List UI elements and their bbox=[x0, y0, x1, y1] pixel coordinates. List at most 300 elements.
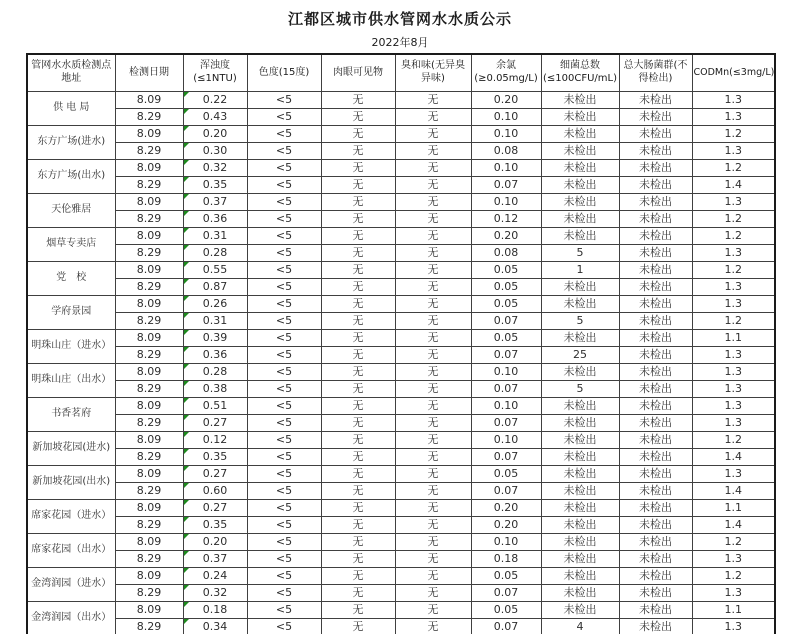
value-cell: 1.3 bbox=[692, 414, 775, 431]
value-cell: 5 bbox=[541, 380, 619, 397]
value-cell: 未检出 bbox=[619, 125, 692, 142]
value-cell: <5 bbox=[247, 142, 321, 159]
value-cell: <5 bbox=[247, 329, 321, 346]
value-cell: 无 bbox=[395, 125, 471, 142]
turbidity-cell-with-flag: 0.18 bbox=[183, 601, 247, 618]
value-cell: 0.07 bbox=[471, 448, 541, 465]
value-cell: 0.10 bbox=[471, 533, 541, 550]
value-cell: 未检出 bbox=[619, 159, 692, 176]
location-cell: 明珠山庄（进水） bbox=[27, 329, 115, 363]
value-cell: 无 bbox=[321, 618, 395, 634]
value-cell: <5 bbox=[247, 312, 321, 329]
turbidity-cell-with-flag: 0.20 bbox=[183, 125, 247, 142]
value-cell: 无 bbox=[395, 482, 471, 499]
value-cell: 无 bbox=[321, 482, 395, 499]
value-cell: 0.07 bbox=[471, 312, 541, 329]
table-row bbox=[27, 516, 775, 533]
value-cell: 无 bbox=[395, 176, 471, 193]
date-cell: 8.09 bbox=[115, 125, 183, 142]
date-cell: 8.09 bbox=[115, 261, 183, 278]
date-cell: 8.09 bbox=[115, 397, 183, 414]
column-header: 浑浊度(≤1NTU) bbox=[183, 54, 247, 91]
value-cell: <5 bbox=[247, 227, 321, 244]
column-header: 臭和味(无异臭异味) bbox=[395, 54, 471, 91]
value-cell: 0.07 bbox=[471, 346, 541, 363]
table-row bbox=[27, 295, 775, 312]
value-cell: 无 bbox=[321, 142, 395, 159]
turbidity-cell-with-flag: 0.12 bbox=[183, 431, 247, 448]
value-cell: <5 bbox=[247, 193, 321, 210]
date-cell: 8.09 bbox=[115, 159, 183, 176]
location-cell: 党 校 bbox=[27, 261, 115, 295]
table-row bbox=[27, 584, 775, 601]
value-cell: 无 bbox=[321, 499, 395, 516]
value-cell: 0.10 bbox=[471, 397, 541, 414]
value-cell: <5 bbox=[247, 584, 321, 601]
value-cell: 1.2 bbox=[692, 261, 775, 278]
location-cell: 席家花园（进水） bbox=[27, 499, 115, 533]
column-header: 检测日期 bbox=[115, 54, 183, 91]
value-cell: 1.1 bbox=[692, 329, 775, 346]
date-cell: 8.29 bbox=[115, 244, 183, 261]
value-cell: 未检出 bbox=[619, 193, 692, 210]
value-cell: 未检出 bbox=[541, 227, 619, 244]
value-cell: 1.2 bbox=[692, 159, 775, 176]
table-row bbox=[27, 312, 775, 329]
date-cell: 8.09 bbox=[115, 329, 183, 346]
value-cell: 无 bbox=[321, 91, 395, 108]
value-cell: 未检出 bbox=[541, 431, 619, 448]
location-cell: 席家花园（出水） bbox=[27, 533, 115, 567]
turbidity-cell-with-flag: 0.55 bbox=[183, 261, 247, 278]
value-cell: 0.10 bbox=[471, 159, 541, 176]
date-cell: 8.09 bbox=[115, 601, 183, 618]
table-row bbox=[27, 176, 775, 193]
value-cell: 未检出 bbox=[619, 499, 692, 516]
table-row bbox=[27, 329, 775, 346]
value-cell: 未检出 bbox=[541, 448, 619, 465]
value-cell: 未检出 bbox=[619, 176, 692, 193]
value-cell: 无 bbox=[395, 584, 471, 601]
value-cell: 1.3 bbox=[692, 244, 775, 261]
value-cell: 1.3 bbox=[692, 380, 775, 397]
turbidity-cell-with-flag: 0.27 bbox=[183, 414, 247, 431]
value-cell: 未检出 bbox=[541, 210, 619, 227]
turbidity-cell-with-flag: 0.32 bbox=[183, 159, 247, 176]
value-cell: <5 bbox=[247, 431, 321, 448]
value-cell: 1.1 bbox=[692, 601, 775, 618]
value-cell: 0.07 bbox=[471, 176, 541, 193]
value-cell: 0.07 bbox=[471, 414, 541, 431]
value-cell: 1.2 bbox=[692, 431, 775, 448]
value-cell: 无 bbox=[395, 278, 471, 295]
value-cell: 1.4 bbox=[692, 482, 775, 499]
value-cell: <5 bbox=[247, 465, 321, 482]
table-row bbox=[27, 465, 775, 482]
value-cell: <5 bbox=[247, 601, 321, 618]
date-cell: 8.29 bbox=[115, 482, 183, 499]
date-cell: 8.09 bbox=[115, 431, 183, 448]
date-cell: 8.29 bbox=[115, 516, 183, 533]
turbidity-cell-with-flag: 0.28 bbox=[183, 363, 247, 380]
value-cell: 无 bbox=[321, 159, 395, 176]
turbidity-cell-with-flag: 0.39 bbox=[183, 329, 247, 346]
value-cell: 无 bbox=[321, 533, 395, 550]
location-cell: 金湾润园（出水） bbox=[27, 601, 115, 634]
value-cell: 1.3 bbox=[692, 108, 775, 125]
value-cell: 1.3 bbox=[692, 278, 775, 295]
value-cell: 未检出 bbox=[541, 363, 619, 380]
date-cell: 8.29 bbox=[115, 550, 183, 567]
location-cell: 供 电 局 bbox=[27, 91, 115, 125]
value-cell: 0.05 bbox=[471, 567, 541, 584]
value-cell: 未检出 bbox=[541, 465, 619, 482]
table-row bbox=[27, 397, 775, 414]
value-cell: 未检出 bbox=[619, 210, 692, 227]
value-cell: 无 bbox=[395, 618, 471, 634]
date-cell: 8.09 bbox=[115, 363, 183, 380]
value-cell: 无 bbox=[395, 312, 471, 329]
water-quality-table bbox=[26, 53, 776, 634]
table-row bbox=[27, 346, 775, 363]
value-cell: 0.20 bbox=[471, 516, 541, 533]
value-cell: 0.08 bbox=[471, 142, 541, 159]
value-cell: 无 bbox=[321, 227, 395, 244]
value-cell: 1.4 bbox=[692, 516, 775, 533]
value-cell: 无 bbox=[321, 278, 395, 295]
date-cell: 8.09 bbox=[115, 91, 183, 108]
date-cell: 8.09 bbox=[115, 193, 183, 210]
column-header: CODMn(≤3mg/L) bbox=[692, 54, 775, 91]
turbidity-cell-with-flag: 0.37 bbox=[183, 550, 247, 567]
location-cell: 书香茗府 bbox=[27, 397, 115, 431]
value-cell: 1.3 bbox=[692, 346, 775, 363]
turbidity-cell-with-flag: 0.38 bbox=[183, 380, 247, 397]
turbidity-cell-with-flag: 0.51 bbox=[183, 397, 247, 414]
turbidity-cell-with-flag: 0.27 bbox=[183, 465, 247, 482]
date-cell: 8.29 bbox=[115, 618, 183, 634]
value-cell: 无 bbox=[321, 346, 395, 363]
value-cell: 无 bbox=[395, 431, 471, 448]
value-cell: <5 bbox=[247, 397, 321, 414]
value-cell: 无 bbox=[395, 227, 471, 244]
value-cell: 无 bbox=[395, 601, 471, 618]
value-cell: 0.10 bbox=[471, 193, 541, 210]
location-cell: 烟草专卖店 bbox=[27, 227, 115, 261]
value-cell: 无 bbox=[321, 176, 395, 193]
value-cell: 未检出 bbox=[619, 108, 692, 125]
value-cell: 25 bbox=[541, 346, 619, 363]
date-cell: 8.29 bbox=[115, 176, 183, 193]
value-cell: 无 bbox=[395, 380, 471, 397]
value-cell: 无 bbox=[321, 193, 395, 210]
location-cell: 新加坡花园(进水) bbox=[27, 431, 115, 465]
value-cell: 未检出 bbox=[541, 125, 619, 142]
value-cell: 未检出 bbox=[619, 295, 692, 312]
value-cell: 未检出 bbox=[619, 414, 692, 431]
value-cell: 1.3 bbox=[692, 91, 775, 108]
value-cell: 无 bbox=[395, 244, 471, 261]
table-row bbox=[27, 431, 775, 448]
value-cell: 无 bbox=[321, 363, 395, 380]
value-cell: 无 bbox=[395, 91, 471, 108]
table-row bbox=[27, 210, 775, 227]
value-cell: <5 bbox=[247, 176, 321, 193]
value-cell: 无 bbox=[395, 261, 471, 278]
value-cell: 无 bbox=[395, 193, 471, 210]
value-cell: 未检出 bbox=[619, 465, 692, 482]
turbidity-cell-with-flag: 0.35 bbox=[183, 448, 247, 465]
value-cell: 1.2 bbox=[692, 567, 775, 584]
value-cell: <5 bbox=[247, 278, 321, 295]
value-cell: <5 bbox=[247, 261, 321, 278]
value-cell: 1.3 bbox=[692, 193, 775, 210]
value-cell: <5 bbox=[247, 380, 321, 397]
turbidity-cell-with-flag: 0.26 bbox=[183, 295, 247, 312]
value-cell: 未检出 bbox=[619, 380, 692, 397]
table-row bbox=[27, 380, 775, 397]
table-row bbox=[27, 193, 775, 210]
value-cell: 未检出 bbox=[541, 295, 619, 312]
turbidity-cell-with-flag: 0.28 bbox=[183, 244, 247, 261]
value-cell: 无 bbox=[321, 414, 395, 431]
value-cell: <5 bbox=[247, 414, 321, 431]
value-cell: 未检出 bbox=[541, 584, 619, 601]
value-cell: 0.07 bbox=[471, 584, 541, 601]
value-cell: 无 bbox=[321, 516, 395, 533]
value-cell: 5 bbox=[541, 244, 619, 261]
value-cell: 0.20 bbox=[471, 91, 541, 108]
column-header: 色度(15度) bbox=[247, 54, 321, 91]
value-cell: 未检出 bbox=[541, 108, 619, 125]
value-cell: 1.3 bbox=[692, 142, 775, 159]
date-cell: 8.29 bbox=[115, 312, 183, 329]
value-cell: 未检出 bbox=[619, 584, 692, 601]
value-cell: 未检出 bbox=[541, 601, 619, 618]
table-row bbox=[27, 108, 775, 125]
value-cell: 0.20 bbox=[471, 499, 541, 516]
value-cell: 无 bbox=[395, 499, 471, 516]
value-cell: 未检出 bbox=[619, 516, 692, 533]
value-cell: 0.10 bbox=[471, 108, 541, 125]
turbidity-cell-with-flag: 0.24 bbox=[183, 567, 247, 584]
value-cell: 0.08 bbox=[471, 244, 541, 261]
value-cell: 5 bbox=[541, 312, 619, 329]
value-cell: 无 bbox=[395, 159, 471, 176]
date-cell: 8.29 bbox=[115, 448, 183, 465]
date-cell: 8.29 bbox=[115, 142, 183, 159]
date-cell: 8.29 bbox=[115, 380, 183, 397]
value-cell: 未检出 bbox=[619, 244, 692, 261]
value-cell: <5 bbox=[247, 533, 321, 550]
location-cell: 天伦雅居 bbox=[27, 193, 115, 227]
value-cell: <5 bbox=[247, 550, 321, 567]
value-cell: 未检出 bbox=[619, 618, 692, 634]
value-cell: 未检出 bbox=[541, 142, 619, 159]
value-cell: 未检出 bbox=[619, 142, 692, 159]
value-cell: 无 bbox=[321, 125, 395, 142]
value-cell: 未检出 bbox=[619, 329, 692, 346]
value-cell: 0.10 bbox=[471, 363, 541, 380]
value-cell: 未检出 bbox=[541, 176, 619, 193]
date-cell: 8.29 bbox=[115, 108, 183, 125]
value-cell: 未检出 bbox=[541, 533, 619, 550]
turbidity-cell-with-flag: 0.20 bbox=[183, 533, 247, 550]
value-cell: 无 bbox=[395, 108, 471, 125]
value-cell: 无 bbox=[395, 550, 471, 567]
value-cell: 无 bbox=[321, 380, 395, 397]
value-cell: 1.3 bbox=[692, 465, 775, 482]
value-cell: 未检出 bbox=[541, 482, 619, 499]
value-cell: 未检出 bbox=[541, 567, 619, 584]
table-row bbox=[27, 261, 775, 278]
table-row bbox=[27, 601, 775, 618]
value-cell: 无 bbox=[395, 295, 471, 312]
value-cell: <5 bbox=[247, 448, 321, 465]
value-cell: 无 bbox=[321, 550, 395, 567]
value-cell: 无 bbox=[321, 584, 395, 601]
value-cell: 1.2 bbox=[692, 227, 775, 244]
table-row bbox=[27, 533, 775, 550]
value-cell: 0.10 bbox=[471, 431, 541, 448]
value-cell: 未检出 bbox=[619, 482, 692, 499]
value-cell: 0.05 bbox=[471, 601, 541, 618]
value-cell: 1 bbox=[541, 261, 619, 278]
location-cell: 学府景园 bbox=[27, 295, 115, 329]
value-cell: 无 bbox=[395, 397, 471, 414]
column-header: 细菌总数(≤100CFU/mL) bbox=[541, 54, 619, 91]
table-row bbox=[27, 125, 775, 142]
table-row bbox=[27, 91, 775, 108]
location-cell: 明珠山庄（出水） bbox=[27, 363, 115, 397]
value-cell: <5 bbox=[247, 618, 321, 634]
value-cell: 0.05 bbox=[471, 329, 541, 346]
value-cell: 0.10 bbox=[471, 125, 541, 142]
date-cell: 8.09 bbox=[115, 465, 183, 482]
value-cell: 未检出 bbox=[619, 448, 692, 465]
turbidity-cell-with-flag: 0.31 bbox=[183, 227, 247, 244]
table-row bbox=[27, 414, 775, 431]
value-cell: 0.20 bbox=[471, 227, 541, 244]
turbidity-cell-with-flag: 0.32 bbox=[183, 584, 247, 601]
value-cell: 4 bbox=[541, 618, 619, 634]
date-cell: 8.29 bbox=[115, 346, 183, 363]
turbidity-cell-with-flag: 0.34 bbox=[183, 618, 247, 634]
value-cell: 未检出 bbox=[619, 397, 692, 414]
value-cell: 0.07 bbox=[471, 482, 541, 499]
table-row bbox=[27, 448, 775, 465]
value-cell: 0.05 bbox=[471, 465, 541, 482]
value-cell: 无 bbox=[395, 329, 471, 346]
date-cell: 8.29 bbox=[115, 210, 183, 227]
date-cell: 8.09 bbox=[115, 227, 183, 244]
value-cell: 无 bbox=[395, 516, 471, 533]
value-cell: 未检出 bbox=[619, 227, 692, 244]
value-cell: 未检出 bbox=[619, 431, 692, 448]
location-cell: 新加坡花园(出水) bbox=[27, 465, 115, 499]
column-header: 肉眼可见物 bbox=[321, 54, 395, 91]
value-cell: 1.2 bbox=[692, 210, 775, 227]
value-cell: 未检出 bbox=[541, 329, 619, 346]
value-cell: 无 bbox=[395, 465, 471, 482]
value-cell: 1.3 bbox=[692, 397, 775, 414]
value-cell: 无 bbox=[321, 601, 395, 618]
table-row bbox=[27, 550, 775, 567]
value-cell: 1.2 bbox=[692, 125, 775, 142]
value-cell: 1.1 bbox=[692, 499, 775, 516]
value-cell: 无 bbox=[321, 397, 395, 414]
value-cell: 无 bbox=[321, 244, 395, 261]
table-row bbox=[27, 567, 775, 584]
value-cell: 无 bbox=[321, 312, 395, 329]
date-cell: 8.29 bbox=[115, 414, 183, 431]
turbidity-cell-with-flag: 0.27 bbox=[183, 499, 247, 516]
report-month: 2022年8月 bbox=[371, 36, 429, 49]
value-cell: <5 bbox=[247, 125, 321, 142]
value-cell: 未检出 bbox=[541, 516, 619, 533]
value-cell: 1.4 bbox=[692, 176, 775, 193]
value-cell: 无 bbox=[395, 567, 471, 584]
value-cell: <5 bbox=[247, 244, 321, 261]
date-cell: 8.29 bbox=[115, 584, 183, 601]
value-cell: 无 bbox=[321, 329, 395, 346]
value-cell: 1.3 bbox=[692, 295, 775, 312]
value-cell: 无 bbox=[321, 448, 395, 465]
value-cell: <5 bbox=[247, 210, 321, 227]
value-cell: 1.2 bbox=[692, 312, 775, 329]
value-cell: 未检出 bbox=[619, 91, 692, 108]
value-cell: 1.3 bbox=[692, 584, 775, 601]
table-row bbox=[27, 482, 775, 499]
value-cell: 未检出 bbox=[619, 601, 692, 618]
table-row bbox=[27, 227, 775, 244]
value-cell: 0.05 bbox=[471, 278, 541, 295]
value-cell: 0.12 bbox=[471, 210, 541, 227]
value-cell: 1.2 bbox=[692, 533, 775, 550]
value-cell: 无 bbox=[395, 533, 471, 550]
value-cell: <5 bbox=[247, 567, 321, 584]
value-cell: 0.07 bbox=[471, 618, 541, 634]
header-row bbox=[27, 54, 775, 91]
value-cell: 1.3 bbox=[692, 618, 775, 634]
turbidity-cell-with-flag: 0.43 bbox=[183, 108, 247, 125]
date-cell: 8.09 bbox=[115, 533, 183, 550]
value-cell: <5 bbox=[247, 108, 321, 125]
value-cell: 无 bbox=[321, 108, 395, 125]
column-header: 管网水水质检测点地址 bbox=[27, 54, 115, 91]
value-cell: 1.3 bbox=[692, 550, 775, 567]
turbidity-cell-with-flag: 0.31 bbox=[183, 312, 247, 329]
table-row bbox=[27, 244, 775, 261]
value-cell: 未检出 bbox=[619, 312, 692, 329]
table-row bbox=[27, 499, 775, 516]
column-header: 余氯(≥0.05mg/L) bbox=[471, 54, 541, 91]
value-cell: 0.05 bbox=[471, 295, 541, 312]
location-cell: 东方广场(出水) bbox=[27, 159, 115, 193]
value-cell: 未检出 bbox=[541, 499, 619, 516]
value-cell: 未检出 bbox=[619, 261, 692, 278]
value-cell: 0.05 bbox=[471, 261, 541, 278]
value-cell: 未检出 bbox=[541, 278, 619, 295]
value-cell: 无 bbox=[395, 210, 471, 227]
date-cell: 8.09 bbox=[115, 295, 183, 312]
value-cell: 未检出 bbox=[619, 278, 692, 295]
value-cell: 未检出 bbox=[541, 550, 619, 567]
date-cell: 8.09 bbox=[115, 567, 183, 584]
value-cell: 1.4 bbox=[692, 448, 775, 465]
value-cell: <5 bbox=[247, 499, 321, 516]
value-cell: 未检出 bbox=[541, 397, 619, 414]
